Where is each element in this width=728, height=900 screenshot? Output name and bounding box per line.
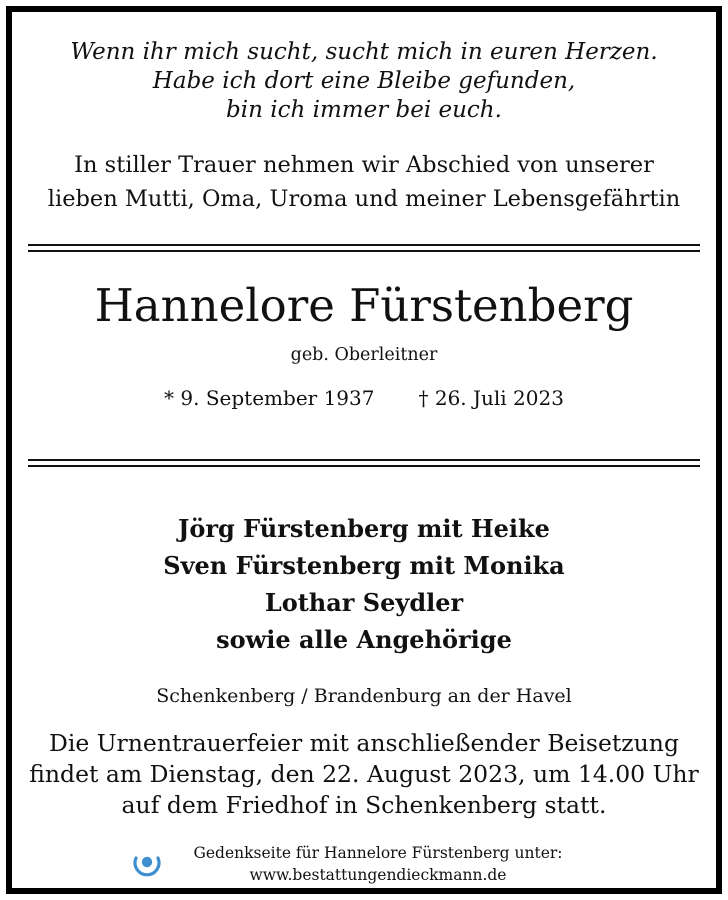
verse-line: Habe ich dort eine Bleibe gefunden, (152, 68, 576, 94)
memorial-website-link[interactable]: www.bestattungendieckmann.de (249, 866, 507, 884)
footer-caption: Gedenkseite für Hannelore Fürstenberg unter: (193, 844, 563, 862)
memorial-page-footer (130, 842, 600, 888)
intro-line: In stiller Trauer nehmen wir Abschied von unserer (74, 152, 654, 178)
birth-name: geb. Oberleitner (290, 345, 438, 365)
divider-line (28, 250, 700, 252)
mourner-line: Jörg Fürstenberg mit Heike (178, 514, 550, 543)
mourner-line: sowie alle Angehörige (216, 625, 512, 654)
memorial-verse (0, 38, 728, 125)
circle-dot-logo-icon (130, 846, 164, 880)
death-date: † 26. Juli 2023 (418, 386, 564, 410)
life-dates (0, 383, 728, 413)
birth-date: * 9. September 1937 (164, 386, 375, 410)
intro-line: lieben Mutti, Oma, Uroma und meiner Lebensgefährtin (47, 186, 681, 212)
footer-text (166, 842, 590, 886)
service-line: Die Urnentrauerfeier mit anschließender Beisetzung (49, 729, 679, 757)
divider-line (28, 465, 700, 467)
service-details (0, 728, 728, 821)
intro-text (0, 148, 728, 216)
mourner-line: Lothar Seydler (264, 588, 464, 617)
service-line: auf dem Friedhof in Schenkenberg statt. (121, 791, 607, 819)
verse-line: bin ich immer bei euch. (226, 97, 502, 123)
divider-line (28, 459, 700, 461)
mourner-line: Sven Fürstenberg mit Monika (163, 551, 565, 580)
deceased-name: Hannelore Fürstenberg (94, 279, 634, 332)
service-line: findet am Dienstag, den 22. August 2023, um 14.00 Uhr (29, 760, 699, 788)
divider-line (28, 244, 700, 246)
place-line: Schenkenberg / Brandenburg an der Havel (156, 685, 572, 707)
mourners-list (0, 510, 728, 658)
verse-line: Wenn ihr mich sucht, sucht mich in euren Herzen. (70, 39, 658, 65)
